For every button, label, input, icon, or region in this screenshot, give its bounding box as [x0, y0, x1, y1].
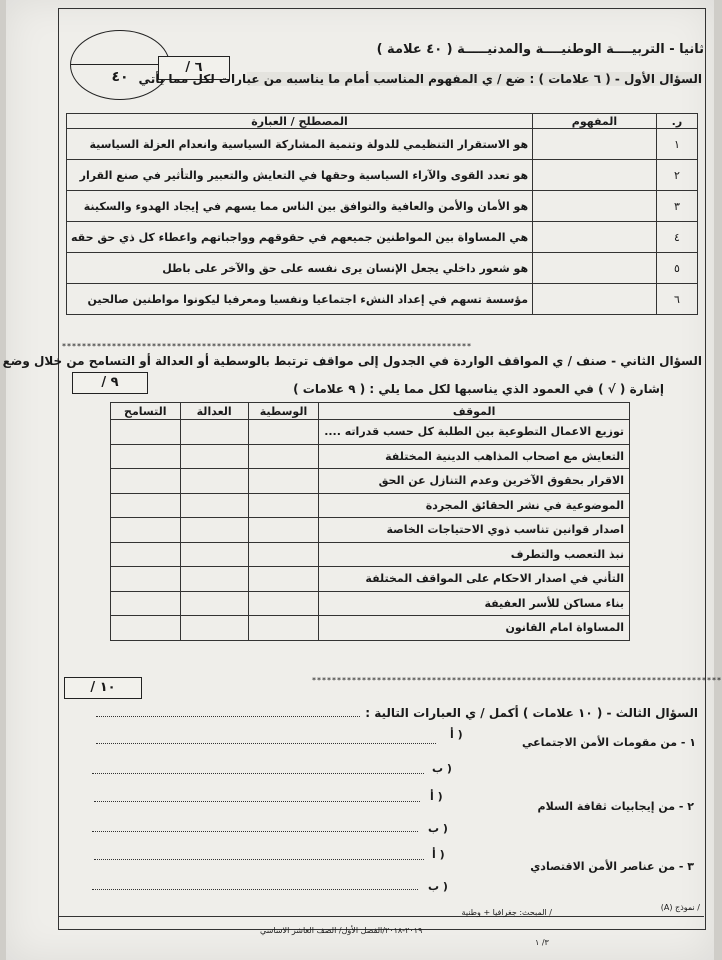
q3-item-2-a: أ ) [430, 790, 443, 803]
moderation-check-cell[interactable] [248, 591, 318, 616]
position-text: الاقرار بحقوق الآخرين وعدم التنازل عن الحق [319, 469, 630, 494]
concept-answer-cell[interactable] [533, 284, 657, 315]
concept-answer-cell[interactable] [533, 160, 657, 191]
tolerance-check-cell[interactable] [111, 518, 181, 543]
q3-item-2-b: ب ) [428, 822, 448, 835]
position-text: التأني في اصدار الاحكام على المواقف المختلفة [319, 567, 630, 592]
tolerance-check-cell[interactable] [111, 469, 181, 494]
tolerance-check-cell[interactable] [111, 444, 181, 469]
table-row [111, 420, 630, 445]
table-row [111, 591, 630, 616]
tolerance-check-cell[interactable] [111, 591, 181, 616]
q3-item-2-label: ٢ - من إيجابيات ثقافة السلام [537, 800, 694, 813]
footer-page-number: ٣/ ١ [535, 938, 549, 947]
table-row [67, 191, 698, 222]
table-row [67, 129, 698, 160]
row-number: ٢ [656, 160, 697, 191]
q3-item-1-label: ١ - من مقومات الأمن الاجتماعي [522, 736, 696, 749]
table-row [111, 567, 630, 592]
justice-check-cell[interactable] [180, 420, 248, 445]
statement-text: هو الأمان والأمن والعافية والتوافق بين الناس مما يسهم في إيجاد الهدوء والسكينة [67, 191, 533, 222]
answer-line[interactable] [94, 858, 424, 860]
q3-item-3-a: أ ) [432, 848, 445, 861]
table-row [111, 542, 630, 567]
footer-rule [58, 916, 704, 917]
tolerance-check-cell[interactable] [111, 420, 181, 445]
row-number: ٦ [656, 284, 697, 315]
table-row [67, 253, 698, 284]
q2-title-line1: السؤال الثاني - صنف / ي المواقف الواردة في الجدول إلى مواقف ترتبط بالوسطية أو العدالة أو التسامح من خلال وضع [2, 354, 702, 368]
justice-check-cell[interactable] [180, 616, 248, 641]
moderation-check-cell[interactable] [248, 444, 318, 469]
q1-header-statement: المصطلح / العبارة [67, 114, 533, 129]
q1-table [66, 113, 698, 315]
row-number: ٥ [656, 253, 697, 284]
concept-answer-cell[interactable] [533, 222, 657, 253]
tolerance-check-cell[interactable] [111, 567, 181, 592]
moderation-check-cell[interactable] [248, 616, 318, 641]
position-text: المساواة امام القانون [319, 616, 630, 641]
answer-line[interactable] [92, 772, 424, 774]
row-number: ١ [656, 129, 697, 160]
statement-text: هو الاستقرار التنظيمي للدولة وتنمية المشاركة السياسية وانعدام العزلة السياسية [67, 129, 533, 160]
table-row [67, 160, 698, 191]
q1-header-concept: المفهوم [533, 114, 657, 129]
table-row [67, 222, 698, 253]
row-number: ٤ [656, 222, 697, 253]
moderation-check-cell[interactable] [248, 518, 318, 543]
justice-check-cell[interactable] [180, 518, 248, 543]
position-text: الموضوعية في نشر الحقائق المجردة [319, 493, 630, 518]
q3-score-box: / ١٠ [64, 677, 142, 699]
table-row [111, 469, 630, 494]
statement-text: هو تعدد القوى والآراء السياسية وحقها في التعايش والتعبير والتأثير في صنع القرار [67, 160, 533, 191]
section-score-circle [70, 30, 170, 100]
q3-item-1-b: ب ) [432, 762, 452, 775]
q2-score-box: / ٩ [72, 372, 148, 394]
justice-check-cell[interactable] [180, 591, 248, 616]
table-row [67, 284, 698, 315]
row-number: ٣ [656, 191, 697, 222]
q3-item-3-label: ٣ - من عناصر الأمن الاقتصادي [530, 860, 694, 873]
q3-title: السؤال الثالث - ( ١٠ علامات ) أكمل / ي العبارات التالية : [365, 706, 698, 720]
concept-answer-cell[interactable] [533, 253, 657, 284]
q2-header-position: الموقف [319, 403, 630, 420]
position-text: التعايش مع اصحاب المذاهب الدينية المختلفة [319, 444, 630, 469]
concept-answer-cell[interactable] [533, 129, 657, 160]
section-total-score: ٤٠ [111, 69, 129, 85]
separator-stars: ********************************************************************************** [62, 342, 472, 351]
moderation-check-cell[interactable] [248, 469, 318, 494]
concept-answer-cell[interactable] [533, 191, 657, 222]
moderation-check-cell[interactable] [248, 493, 318, 518]
q3-item-1-a: أ ) [450, 728, 463, 741]
footer-model: / نموذج (A) [660, 903, 700, 912]
table-row [111, 493, 630, 518]
q2-title-line2: إشارة ( √ ) في العمود الذي يناسبها لكل مما يلي : ( ٩ علامات ) [293, 382, 664, 396]
q2-header-justice: العدالة [180, 403, 248, 420]
answer-line[interactable] [96, 742, 436, 744]
footer-course: ٢٠١٩-٢٠١٨/الفصل الأول/ الصف العاشر الاساسي [260, 926, 423, 935]
statement-text: مؤسسة تسهم في إعداد النشء اجتماعيا ونفسيا ومعرفيا ليكونوا مواطنين صالحين [67, 284, 533, 315]
q2-header-tolerance: التسامح [111, 403, 181, 420]
position-text: توزيع الاعمال التطوعية بين الطلبة كل حسب قدراته .... [319, 420, 630, 445]
q1-score-box: / ٦ [158, 56, 230, 80]
moderation-check-cell[interactable] [248, 420, 318, 445]
answer-line[interactable] [92, 888, 418, 890]
q2-header-moderation: الوسطية [248, 403, 318, 420]
justice-check-cell[interactable] [180, 567, 248, 592]
score-divider [71, 64, 169, 65]
statement-text: هو شعور داخلي يجعل الإنسان يرى نفسه على حق والآخر على باطل [67, 253, 533, 284]
footer-subject: / المبحث: جغرافيا + وطنية [461, 908, 552, 917]
tolerance-check-cell[interactable] [111, 616, 181, 641]
q1-header-num: ر. [656, 114, 697, 129]
moderation-check-cell[interactable] [248, 542, 318, 567]
section-title: ثانيا - التربيــــة الوطنيــــة والمدنيـــــة ( ٤٠ علامة ) [376, 42, 704, 57]
position-text: بناء مساكن للأسر العفيفة [319, 591, 630, 616]
tolerance-check-cell[interactable] [111, 542, 181, 567]
q3-item-3-b: ب ) [428, 880, 448, 893]
answer-line[interactable] [96, 715, 360, 717]
justice-check-cell[interactable] [180, 444, 248, 469]
table-row [111, 444, 630, 469]
position-text: نبذ التعصب والتطرف [319, 542, 630, 567]
moderation-check-cell[interactable] [248, 567, 318, 592]
answer-line[interactable] [94, 800, 420, 802]
q1-title: السؤال الأول - ( ٦ علامات ) : ضع / ي المفهوم المناسب أمام ما يناسبه من عبارات لكل مما يأتي [138, 72, 702, 86]
justice-check-cell[interactable] [180, 542, 248, 567]
separator-stars: ********************************************************************************** [312, 676, 722, 685]
position-text: اصدار قوانين تناسب ذوي الاحتياجات الخاصة [319, 518, 630, 543]
justice-check-cell[interactable] [180, 493, 248, 518]
justice-check-cell[interactable] [180, 469, 248, 494]
q2-table [110, 402, 630, 641]
statement-text: هي المساواة بين المواطنين جميعهم في حقوقهم وواجباتهم واعطاء كل ذي حق حقه [67, 222, 533, 253]
table-row [111, 616, 630, 641]
answer-line[interactable] [92, 830, 418, 832]
tolerance-check-cell[interactable] [111, 493, 181, 518]
table-row [111, 518, 630, 543]
